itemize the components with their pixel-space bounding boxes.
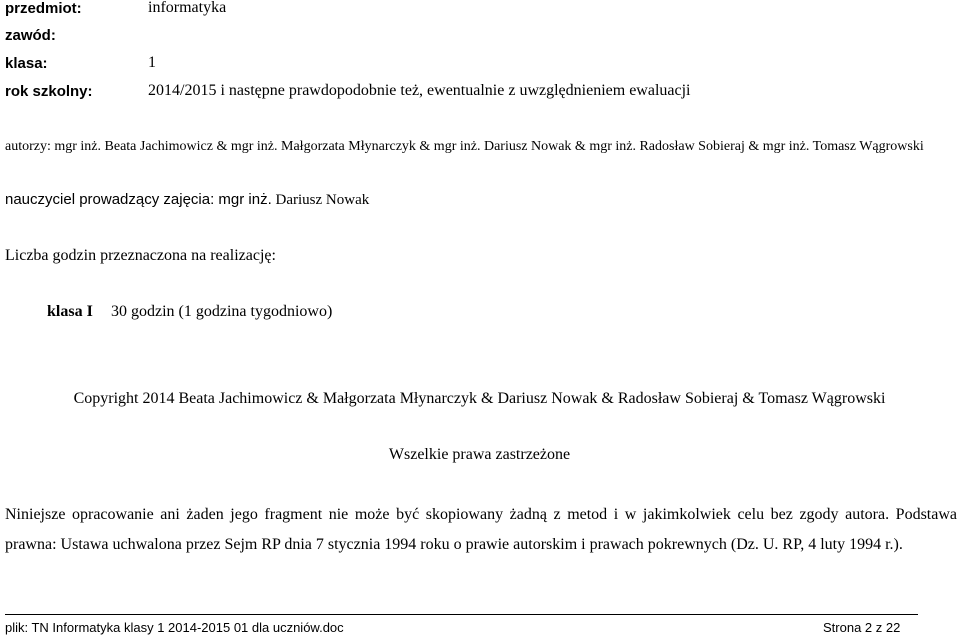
footer-page-number: Strona 2 z 22 [823, 620, 901, 635]
legal-notice: Niniejsze opracowanie ani żaden jego fragment nie może być skopiowany żadną z metod i w jakimkolwiek celu bez zgody autora. Podstawa prawna: Ustawa uchwalona przez Sejm RP dnia 7 stycznia 1994 roku o prawie autorskim i prawach pokrewnych (Dz. U. RP, 4 luty 1994 r.). [5, 506, 957, 553]
hours-title: Liczba godzin przeznaczona na realizację: [5, 247, 276, 264]
class-value: 1 [148, 54, 156, 71]
class-label: klasa: [5, 55, 48, 72]
hours-class-value: 30 godzin (1 godzina tygodniowo) [111, 303, 333, 320]
hours-class-label: klasa I [47, 303, 93, 320]
school-year-value: 2014/2015 i następne prawdopodobnie też, ewentualnie z uwzględnieniem ewaluacji [148, 82, 691, 99]
authors-line: autorzy: mgr inż. Beata Jachimowicz & mgr inż. Małgorzata Młynarczyk & mgr inż. Dariusz Nowak & mgr inż. Radosław Sobieraj & mgr inż. Tomasz Wągrowski [5, 139, 924, 154]
profession-label: zawód: [5, 27, 56, 44]
copyright-line: Copyright 2014 Beata Jachimowicz & Małgorzata Młynarczyk & Dariusz Nowak & Radosław Sobieraj & Tomasz Wągrowski [73, 390, 886, 407]
subject-label: przedmiot: [5, 0, 82, 17]
teacher-line [5, 191, 369, 209]
subject-value: informatyka [148, 0, 227, 16]
footer-filename: plik: TN Informatyka klasy 1 2014-2015 01 dla uczniów.doc [5, 620, 344, 635]
rights-reserved: Wszelkie prawa zastrzeżone [388, 446, 571, 463]
school-year-label: rok szkolny: [5, 83, 93, 100]
teacher-label: nauczyciel prowadzący zajęcia: mgr inż. [5, 191, 272, 208]
footer-divider [5, 614, 918, 615]
teacher-name: Dariusz Nowak [275, 192, 370, 208]
